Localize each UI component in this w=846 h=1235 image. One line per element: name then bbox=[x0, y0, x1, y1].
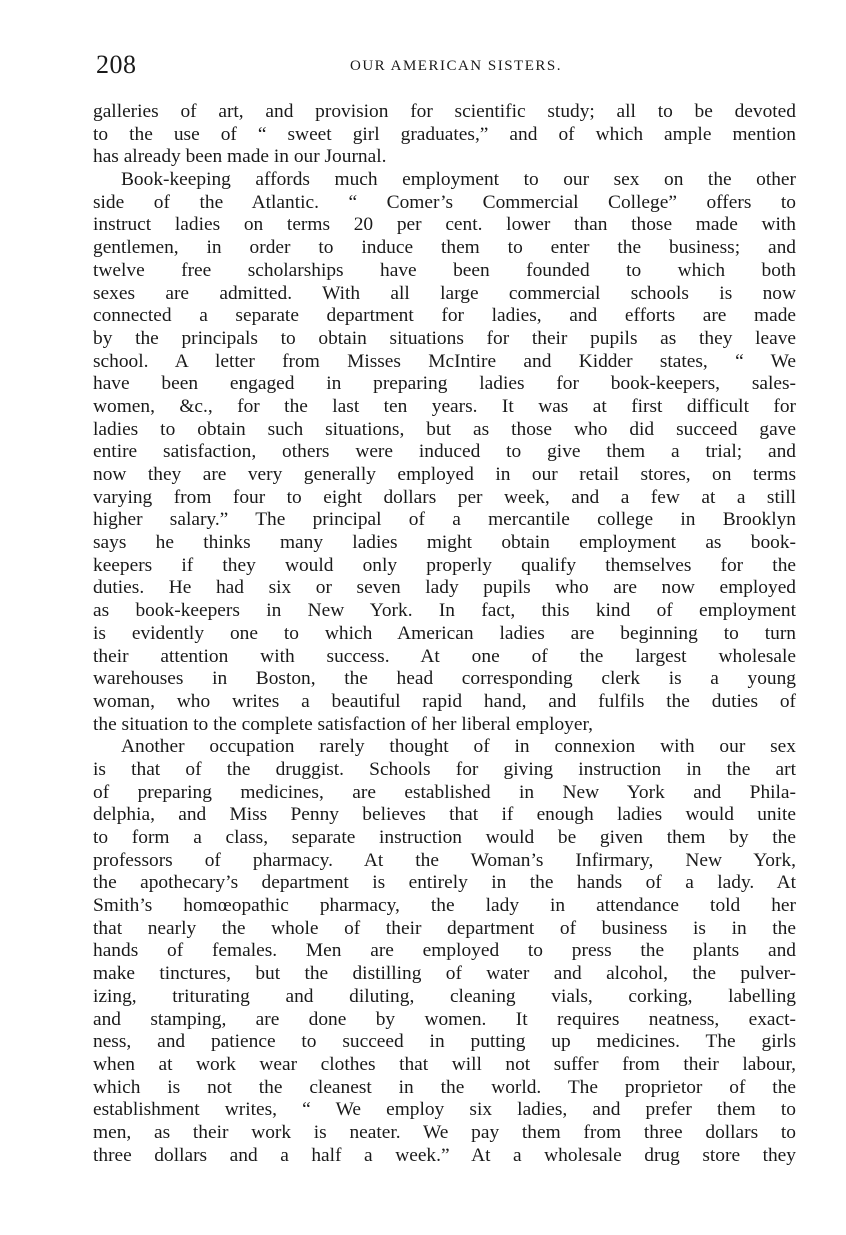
text-line: to the use of “ sweet girl graduates,” and of which ample mention bbox=[93, 123, 796, 145]
text-line: their attention with success. At one of the largest wholesale bbox=[93, 645, 796, 667]
text-line: warehouses in Boston, the head corresponding clerk is a young bbox=[93, 668, 796, 690]
text-line: now they are very generally employed in our retail stores, on terms bbox=[93, 464, 796, 485]
text-line: is that of the druggist. Schools for giving instruction in the art bbox=[93, 758, 796, 780]
text-line: make tinctures, but the distilling of water and alcohol, the pulver- bbox=[93, 963, 796, 985]
text-line: three dollars and a half a week.” At a wholesale drug store they bbox=[93, 1144, 796, 1166]
running-head bbox=[96, 48, 796, 82]
text-line: izing, triturating and diluting, cleaning vials, corking, labelling bbox=[93, 985, 796, 1007]
text-line: the situation to the complete satisfaction of her liberal employer, bbox=[93, 713, 593, 735]
text-line: connected a separate department for ladies, and efforts are made bbox=[93, 305, 796, 327]
text-line: the apothecary’s department is entirely in the hands of a lady. At bbox=[93, 872, 796, 894]
text-line: has already been made in our Journal. bbox=[93, 146, 387, 168]
text-line: when at work wear clothes that will not suffer from their labour, bbox=[93, 1053, 796, 1075]
text-line: is evidently one to which American ladies are beginning to turn bbox=[93, 622, 796, 644]
text-line: side of the Atlantic. “ Comer’s Commercial College” offers to bbox=[93, 191, 796, 213]
text-line: women, &c., for the last ten years. It was at first difficult for bbox=[93, 395, 796, 417]
text-line: higher salary.” The principal of a mercantile college in Brooklyn bbox=[93, 509, 796, 531]
text-line: as book-keepers in New York. In fact, this kind of employment bbox=[93, 600, 796, 622]
text-line: and stamping, are done by women. It requires neatness, exact- bbox=[93, 1008, 796, 1030]
text-line: instruct ladies on terms 20 per cent. lower than those made with bbox=[93, 214, 796, 236]
text-line: sexes are admitted. With all large commercial schools is now bbox=[93, 282, 796, 304]
text-line: hands of females. Men are employed to press the plants and bbox=[93, 940, 796, 962]
text-line: professors of pharmacy. At the Woman’s Infirmary, New York, bbox=[93, 849, 796, 871]
text-line: of preparing medicines, are established in New York and Phila- bbox=[93, 781, 796, 803]
text-line: gentlemen, in order to induce them to enter the business; and bbox=[93, 237, 796, 259]
text-line: by the principals to obtain situations for their pupils as they leave bbox=[93, 327, 796, 349]
text-line: ladies to obtain such situations, but as those who did succeed gave bbox=[93, 418, 796, 440]
text-line: Another occupation rarely thought of in connexion with our sex bbox=[121, 736, 796, 758]
text-line: delphia, and Miss Penny believes that if enough ladies would unite bbox=[93, 804, 796, 826]
text-line: men, as their work is neater. We pay them from three dollars to bbox=[93, 1121, 796, 1143]
body-text bbox=[93, 101, 796, 1167]
running-title: OUR AMERICAN SISTERS. bbox=[350, 58, 562, 74]
text-line: ness, and patience to succeed in putting up medicines. The girls bbox=[93, 1031, 796, 1053]
text-line: that nearly the whole of their department of business is in the bbox=[93, 917, 796, 939]
text-line: galleries of art, and provision for scientific study; all to be devoted bbox=[93, 101, 796, 122]
text-line: Smith’s homœopathic pharmacy, the lady in attendance told her bbox=[93, 895, 796, 917]
text-line: Book-keeping affords much employment to our sex on the other bbox=[121, 169, 796, 191]
text-line: which is not the cleanest in the world. The proprietor of the bbox=[93, 1076, 796, 1098]
page-number: 208 bbox=[96, 50, 137, 79]
text-line: entire satisfaction, others were induced to give them a trial; and bbox=[93, 441, 796, 463]
text-line: duties. He had six or seven lady pupils who are now employed bbox=[93, 577, 796, 599]
text-line: school. A letter from Misses McIntire and Kidder states, “ We bbox=[93, 350, 796, 372]
text-line: to form a class, separate instruction would be given them by the bbox=[93, 827, 796, 848]
text-line: varying from four to eight dollars per week, and a few at a still bbox=[93, 486, 796, 508]
text-line: says he thinks many ladies might obtain employment as book- bbox=[93, 532, 796, 554]
text-line: have been engaged in preparing ladies for book-keepers, sales- bbox=[93, 373, 796, 395]
text-line: twelve free scholarships have been founded to which both bbox=[93, 259, 796, 281]
text-line: establishment writes, “ We employ six ladies, and prefer them to bbox=[93, 1099, 796, 1121]
text-line: woman, who writes a beautiful rapid hand, and fulfils the duties of bbox=[93, 690, 796, 712]
text-line: keepers if they would only properly qualify themselves for the bbox=[93, 554, 796, 576]
